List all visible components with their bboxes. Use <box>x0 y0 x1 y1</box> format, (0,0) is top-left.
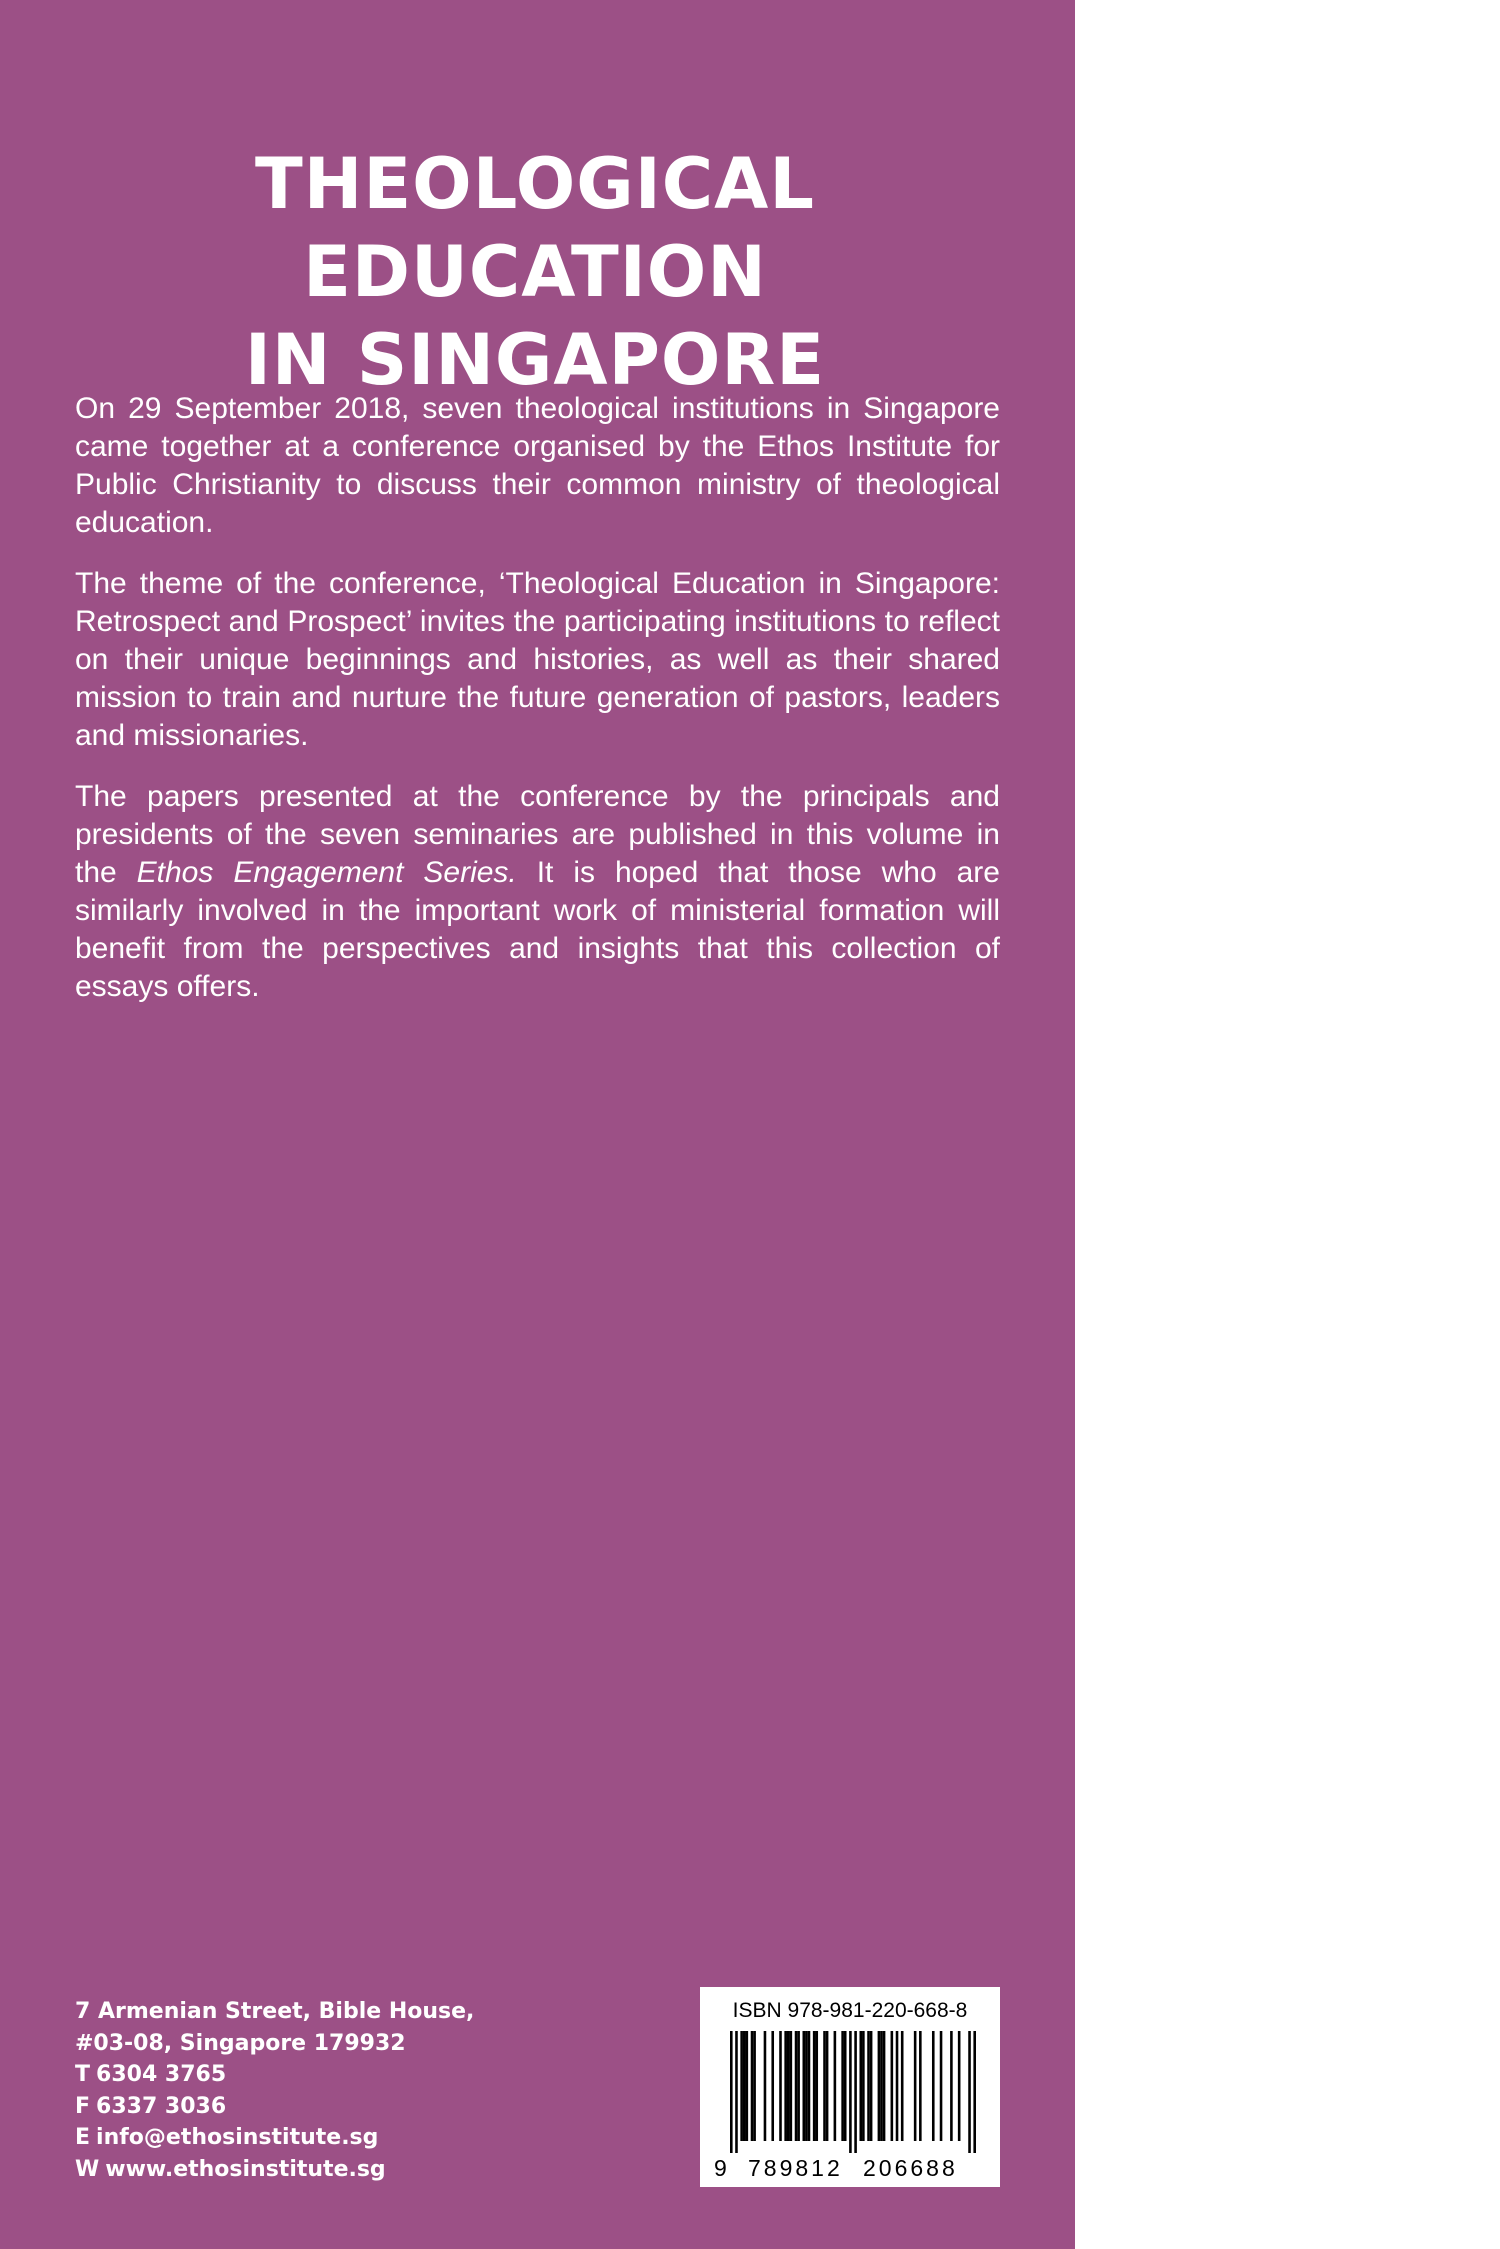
barcode-bar <box>795 2031 798 2141</box>
blurb <box>75 390 1000 1029</box>
barcode-bar <box>958 2031 961 2141</box>
barcode-bar <box>870 2031 873 2141</box>
title-line-2: IN SINGAPORE <box>244 319 826 401</box>
blurb-paragraph-1: On 29 September 2018, seven theological institutions in Singapore came together at a conference organised by the Ethos Institute for Public Christianity to discuss their common ministry of theological education. <box>75 392 1000 539</box>
email-label: E <box>75 2125 91 2150</box>
phone-row <box>75 2059 675 2091</box>
barcode-bar <box>779 2031 782 2141</box>
fax-number: 6337 3036 <box>96 2093 227 2119</box>
barcode-bar <box>940 2031 943 2141</box>
email-address: info@ethosinstitute.sg <box>96 2125 379 2150</box>
barcode-bar <box>841 2031 844 2141</box>
web-label: W <box>75 2156 100 2182</box>
barcode-bar <box>914 2031 917 2141</box>
barcode-bars <box>730 2031 976 2153</box>
barcode-bar <box>746 2031 749 2141</box>
barcode-bar <box>859 2031 862 2141</box>
barcode-digit-first: 9 <box>714 2155 727 2181</box>
barcode-bar <box>849 2031 852 2153</box>
fax-row <box>75 2091 675 2123</box>
barcode-bar <box>844 2031 847 2141</box>
phone-number: 6304 3765 <box>96 2062 227 2087</box>
series-name: Ethos Engagement Series. <box>136 856 517 889</box>
barcode-bar <box>740 2031 743 2141</box>
barcode-bar <box>968 2031 971 2153</box>
barcode-bar <box>753 2031 756 2141</box>
title-line-1: THEOLOGICAL EDUCATION <box>255 143 815 313</box>
isbn-barcode <box>700 1987 1000 2187</box>
barcode-bar <box>950 2031 953 2141</box>
address-line-2: #03-08, Singapore 179932 <box>75 2030 406 2056</box>
barcode-bar <box>826 2031 829 2141</box>
fax-label: F <box>75 2093 91 2119</box>
barcode-bar <box>834 2031 837 2141</box>
barcode-bar <box>891 2031 894 2141</box>
barcode-bar <box>867 2031 870 2141</box>
barcode-bar <box>919 2031 922 2141</box>
blurb-paragraph-3-start: The papers presented at the conference by the principals and presidents of the seven seminaries are published in this volume in the <box>75 780 1000 889</box>
book-title <box>60 140 1010 404</box>
barcode-bar <box>790 2031 793 2141</box>
barcode-bar <box>880 2031 883 2141</box>
barcode-digits-right: 206688 <box>863 2155 958 2181</box>
barcode-bar <box>901 2031 904 2141</box>
barcode-bar <box>743 2031 746 2141</box>
blurb-paragraph-3 <box>75 778 1000 1006</box>
barcode-bar <box>862 2031 865 2141</box>
web-row <box>75 2154 675 2186</box>
barcode-bar <box>883 2031 886 2141</box>
barcode-bar <box>808 2031 811 2141</box>
barcode-bar <box>730 2031 733 2153</box>
barcode-bar <box>973 2031 976 2153</box>
isbn-number: ISBN 978-981-220-668-8 <box>732 1999 968 2022</box>
barcode-bar <box>854 2031 857 2153</box>
barcode-bar <box>735 2031 738 2153</box>
barcode-bar <box>803 2031 806 2141</box>
barcode-bar <box>932 2031 935 2141</box>
barcode-bar <box>784 2031 787 2141</box>
barcode-bar <box>878 2031 881 2141</box>
barcode-bar <box>896 2031 899 2141</box>
email-row <box>75 2122 675 2154</box>
barcode-bar <box>797 2031 800 2141</box>
barcode-bar <box>813 2031 816 2141</box>
barcode-bar <box>815 2031 818 2141</box>
publisher-contact <box>75 1996 675 2185</box>
barcode-bar <box>823 2031 826 2141</box>
barcode-bar <box>787 2031 790 2141</box>
barcode-bar <box>751 2031 754 2141</box>
blurb-paragraph-2: The theme of the conference, ‘Theological Education in Singapore: Retrospect and Prospect’ invites the participating institutions to reflect on their unique beginnings and histories, as well as their shared mission to train and nurture the future generation of pastors, leaders and missionaries. <box>75 567 1000 752</box>
barcode-bar <box>764 2031 767 2141</box>
phone-label: T <box>75 2062 91 2087</box>
address-line-1: 7 Armenian Street, Bible House, <box>75 1999 475 2024</box>
web-address: www.ethosinstitute.sg <box>105 2156 386 2182</box>
barcode-bar <box>771 2031 774 2141</box>
barcode-bar <box>805 2031 808 2141</box>
blurb-paragraph-3-end: It is hoped that those who are similarly involved in the important work of ministerial formation will benefit from the perspectives and insights that this collection of essays offers. <box>75 856 1000 1003</box>
barcode-digits-left: 789812 <box>748 2155 843 2181</box>
